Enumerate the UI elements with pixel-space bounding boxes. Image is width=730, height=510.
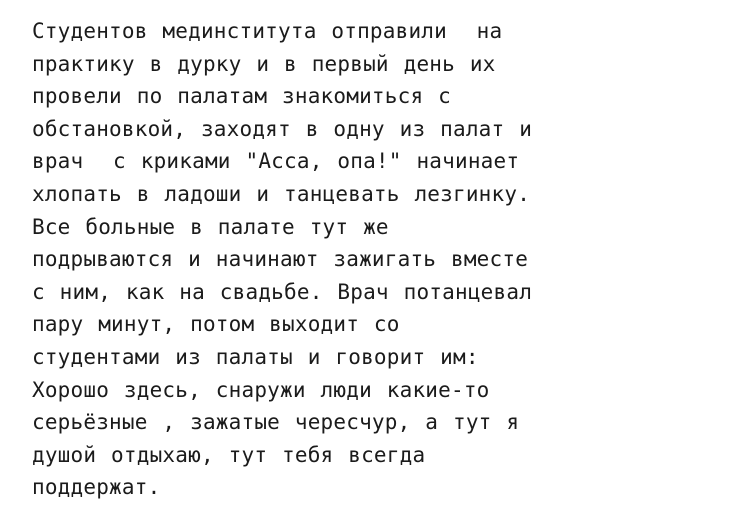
text-line: Хорошо здесь, снаружи люди какие-то — [32, 377, 490, 402]
text-line: Все больные в палате тут же — [32, 214, 389, 239]
text-line: врач с криками "Асса, опа!" начинает — [32, 149, 520, 174]
text-line: практику в дурку и в первый день их — [32, 51, 496, 76]
text-line: хлопать в ладоши и танцевать лезгинку. — [32, 181, 531, 206]
text-line: Студентов мединститута отправили на — [32, 19, 503, 43]
text-line: обстановкой, заходят в одну из палат и — [32, 116, 533, 141]
text-line: с ним, как на свадьбе. Врач потанцевал — [32, 279, 533, 304]
text-line: поддержат. — [32, 475, 161, 500]
story-text — [32, 15, 722, 504]
text-line: пару минут, потом выходит со — [32, 312, 400, 337]
text-line: подрываются и начинают зажигать вместе — [32, 247, 529, 272]
text-line: провели по палатам знакомиться с — [32, 84, 451, 109]
text-line: серьёзные , зажатые чересчур, а тут я — [32, 410, 520, 435]
text-line: душой отдыхаю, тут тебя всегда — [32, 442, 426, 467]
text-line: студентами из палаты и говорит им: — [32, 344, 479, 369]
